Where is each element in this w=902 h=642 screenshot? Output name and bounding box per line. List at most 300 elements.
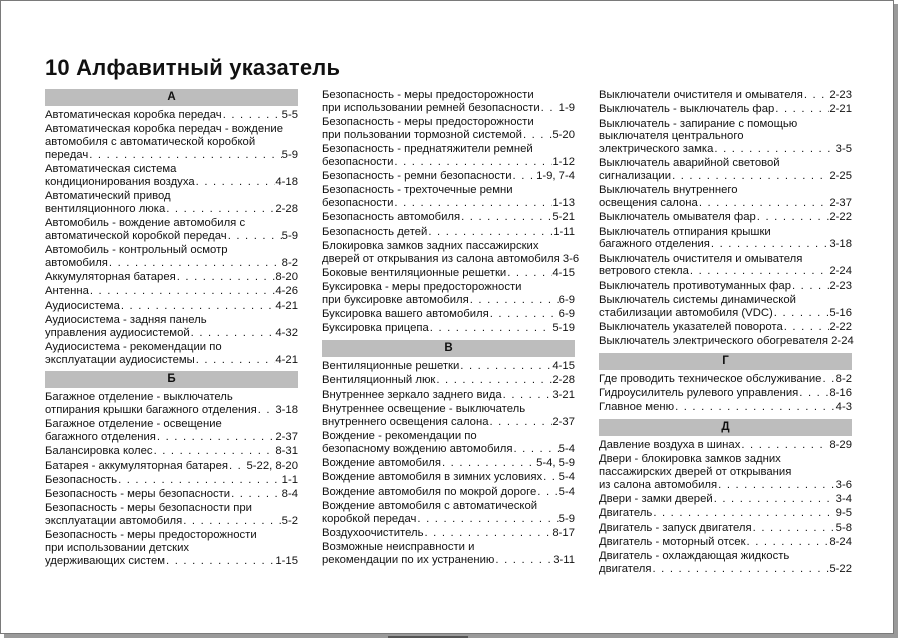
entry-text-line: Аудиосистема - рекомендации по: [45, 340, 222, 353]
entry-last-line: [322, 389, 575, 402]
page-reference: 4-15: [552, 266, 575, 279]
dot-leader: [459, 360, 552, 373]
index-entry: [599, 103, 852, 116]
page-reference: 2-23: [829, 279, 852, 292]
page-reference: 2-23: [829, 89, 852, 101]
dot-leader: [393, 156, 552, 169]
entry-text-line: Давление воздуха в шинах: [599, 439, 741, 452]
index-entry: [599, 550, 852, 575]
entry-text-line: автомобиля с автоматической коробкой: [45, 136, 256, 148]
entry-text-line: Выключатели очистителя и омывателя: [599, 89, 803, 101]
index-entry: [322, 89, 575, 114]
index-entry: [322, 360, 575, 373]
index-entry: [322, 500, 575, 525]
index-entry: [322, 486, 575, 499]
entry-last-line: [45, 271, 298, 284]
entry-text-line: Автомобиль - контрольный осмотр: [45, 244, 228, 256]
entry-text-line: багажного отделения: [45, 431, 156, 443]
index-entry: [45, 445, 298, 458]
page-reference: 4-26: [275, 285, 298, 298]
entry-text-line: при использовании ремней безопасности: [322, 101, 540, 114]
entry-text-line: Безопасность - трехточечные ремни: [322, 184, 513, 197]
page-reference: 8-20: [275, 271, 298, 283]
index-entry: [322, 116, 575, 141]
page-reference: 4-21: [275, 299, 298, 312]
entry-text-line: Багажное отделение - выключатель: [45, 391, 233, 404]
dot-leader: [89, 285, 276, 298]
index-entry: [322, 239, 580, 265]
entry-text-line: Выключатель противотуманных фар: [599, 279, 791, 292]
page-reference: 5-9: [281, 229, 298, 242]
index-entry: [322, 471, 575, 484]
index-entry: [599, 439, 852, 452]
dot-leader: [165, 203, 275, 216]
page-reference: 2-21: [829, 103, 852, 116]
page-reference: 1-1: [281, 473, 298, 486]
page-reference: 5-19: [552, 322, 575, 335]
index-entry: [599, 536, 852, 549]
dot-leader: [756, 211, 830, 224]
index-entry: [45, 244, 298, 269]
entry-text-line: Двигатель: [599, 507, 653, 520]
dot-leader: [88, 149, 281, 162]
dot-leader: [227, 230, 282, 243]
page-reference: 5-22, 8-20: [246, 459, 298, 472]
index-entry: [45, 285, 298, 298]
dot-leader: [710, 238, 829, 251]
page-reference: 5-4: [558, 471, 575, 484]
dot-leader: [153, 445, 276, 458]
entry-text-line: Выключатель системы динамической: [599, 293, 796, 306]
page-reference: 1-13: [552, 197, 575, 209]
dot-leader: [513, 443, 559, 456]
entry-last-line: [599, 265, 852, 278]
entry-last-line: [322, 443, 575, 456]
index-entry: [45, 314, 298, 339]
index-entry: [45, 474, 298, 487]
entry-text-line: Автоматическая коробка передач: [45, 109, 222, 121]
entry-last-line: [599, 522, 852, 535]
entry-text-line: управления аудиосистемой: [45, 326, 190, 339]
entry-last-line: [322, 322, 575, 335]
entry-text-line: Выключатель - выключатель фар: [599, 103, 775, 116]
entry-text-line: безопасности: [322, 155, 394, 168]
dot-leader: [435, 374, 552, 387]
entry-last-line: [599, 373, 852, 386]
entry-last-line: [599, 197, 852, 210]
entry-text-line: из салона автомобиля: [599, 478, 718, 491]
page-reference: 4-18: [275, 175, 298, 188]
dot-leader: [393, 197, 552, 210]
entry-last-line: [599, 536, 852, 549]
page-reference: 8-29: [829, 439, 852, 452]
entry-text-line: Вождение автомобиля с автоматической: [322, 499, 538, 512]
entry-last-line: [45, 230, 298, 243]
entry-text-line: при использовании детских: [45, 542, 190, 555]
entry-last-line: [599, 170, 852, 183]
dot-leader: [651, 563, 829, 576]
entry-text-line: отпирания крышки багажного отделения: [45, 404, 257, 416]
entry-last-line: [45, 354, 298, 367]
dot-leader: [746, 536, 830, 549]
entry-last-line: [599, 307, 852, 320]
entry-last-line: [599, 103, 852, 116]
entry-text-line: Двигатель - охлаждающая жидкость: [599, 550, 790, 563]
entry-last-line: [322, 226, 575, 239]
dot-leader: [488, 416, 552, 429]
entry-text-line: Аудиосистема - задняя панель: [45, 313, 207, 326]
dot-leader: [195, 354, 276, 367]
index-entry: [322, 430, 575, 455]
index-entry: [599, 294, 852, 319]
entry-text-line: кондиционирования воздуха: [45, 175, 195, 188]
entry-text-line: Безопасность - меры предосторожности: [322, 89, 534, 101]
dot-leader: [190, 327, 276, 340]
index-entry: [45, 163, 298, 188]
entry-text-line: Выключатель отпирания крышки: [599, 225, 771, 238]
entry-text-line: Буксировка вашего автомобиля: [322, 308, 489, 321]
dot-leader: [228, 460, 247, 473]
dot-leader: [427, 226, 553, 239]
entry-text-line: Вождение автомобиля в зимних условиях: [322, 471, 543, 484]
entry-text-line: стабилизации автомобиля (VDC): [599, 306, 773, 319]
entry-last-line: [45, 327, 298, 340]
index-entry: [322, 170, 575, 183]
page-title: 10 Алфавитный указатель: [45, 55, 341, 80]
index-entry: [599, 335, 852, 348]
page-reference: 5-21: [552, 211, 575, 224]
dot-leader: [423, 527, 552, 540]
entry-text-line: Багажное отделение - освещение: [45, 418, 222, 431]
page-reference: 5-22: [829, 563, 852, 576]
entry-text-line: Двигатель - запуск двигателя: [599, 521, 752, 534]
entry-text-line: автоматической коробкой передач: [45, 229, 227, 242]
dot-leader: [740, 439, 829, 452]
dot-leader: [512, 170, 537, 183]
entry-last-line: [322, 457, 575, 470]
index-entry: [45, 109, 298, 122]
index-entry: [45, 418, 298, 443]
entry-last-line: [45, 555, 298, 568]
entry-text-line: Внутреннее зеркало заднего вида: [322, 388, 502, 401]
page-reference: 4-15: [552, 360, 575, 373]
dot-leader: [752, 522, 836, 535]
page-reference: 6-9: [558, 308, 575, 321]
page-reference: 1-9: [558, 101, 575, 114]
index-entry: [599, 387, 852, 400]
dot-leader: [469, 294, 559, 307]
page-reference: 2-25: [829, 170, 852, 182]
entry-last-line: [45, 109, 298, 122]
page-reference: 9-5: [835, 507, 852, 520]
entry-last-line: [322, 360, 575, 373]
entry-last-line: [322, 211, 575, 224]
page-reference: 5-2: [281, 515, 298, 528]
index-entry: [322, 184, 575, 209]
page-reference: 5-9: [281, 148, 298, 161]
index-entry: [599, 373, 852, 386]
index-entry: [322, 457, 575, 470]
entry-text-line: Безопасность автомобиля: [322, 211, 461, 224]
index-entry: [45, 123, 298, 161]
page-reference: 2-37: [275, 431, 298, 443]
entry-text-line: Безопасность - ремни безопасности: [322, 170, 512, 182]
entry-last-line: [599, 211, 852, 224]
dot-leader: [540, 102, 559, 115]
entry-text-line: Безопасность - меры безопасности: [45, 488, 231, 501]
index-entry: [599, 253, 852, 278]
entry-text-line: Вождение автомобиля: [322, 457, 441, 470]
index-entry: [45, 217, 298, 242]
entry-last-line: [45, 488, 298, 501]
index-entry: [45, 488, 298, 501]
entry-text-line: Воздухоочиститель: [322, 526, 424, 539]
dot-leader: [506, 267, 552, 280]
entry-text-line: безопасности: [322, 197, 394, 209]
index-entry: [45, 300, 298, 313]
entry-text-line: Выключатель указателей поворота: [599, 320, 783, 333]
page-reference: 8-2: [281, 256, 298, 269]
entry-last-line: [322, 486, 575, 499]
letter-header: А: [45, 89, 298, 106]
page-reference: 5-16: [829, 306, 852, 319]
entry-text-line: Вентиляционные решетки: [322, 360, 460, 373]
entry-text-line: выключателя центрального: [599, 130, 744, 143]
entry-last-line: [45, 515, 298, 528]
entry-text-line: Антенна: [45, 285, 89, 298]
page-reference: 8-17: [552, 526, 575, 539]
entry-text-line: Батарея - аккумуляторная батарея: [45, 459, 228, 472]
entry-text-line: Где проводить техническое обслуживание: [599, 372, 822, 385]
page-reference: 2-37: [552, 415, 575, 428]
entry-last-line: [599, 143, 852, 156]
letter-header: Б: [45, 371, 298, 388]
dot-leader: [671, 170, 829, 183]
dot-leader: [416, 513, 558, 526]
page-reference: 3-5: [835, 143, 852, 155]
entry-text-line: внутреннего освещения салона: [322, 415, 489, 428]
page-reference: 3-11: [553, 553, 575, 566]
index-entry: [322, 403, 575, 428]
index-entry: [599, 226, 852, 251]
page-reference: 3-4: [835, 493, 852, 506]
index-column-1: [45, 89, 298, 569]
page-reference: 5-20: [552, 128, 575, 141]
entry-last-line: [45, 460, 298, 473]
page-reference: 8-31: [275, 445, 298, 458]
entry-last-line: [45, 257, 298, 270]
index-entry: [599, 211, 852, 224]
entry-last-line: [45, 285, 298, 298]
dot-leader: [652, 507, 835, 520]
index-entry: [322, 308, 575, 321]
index-entry: [599, 507, 852, 520]
dot-leader: [783, 321, 830, 334]
entry-last-line: [322, 527, 575, 540]
index-entry: [322, 211, 575, 224]
entry-text-line: Выключатель - запирание с помощью: [599, 117, 798, 130]
page-reference: 5-4, 5-9: [536, 457, 575, 470]
entry-last-line: [322, 554, 575, 567]
dot-leader: [713, 143, 835, 156]
dot-leader: [120, 300, 276, 313]
entry-text-line: Выключатель аварийной световой: [599, 157, 780, 170]
dot-leader: [698, 197, 830, 210]
entry-text-line: Внутреннее освещение - выключатель: [322, 403, 526, 416]
entry-last-line: [322, 416, 575, 429]
page-reference: 2-22: [829, 320, 852, 333]
entry-text-line: Безопасность - преднатяжители ремней: [322, 143, 533, 155]
dot-leader: [791, 280, 829, 293]
entry-last-line: [322, 170, 575, 183]
entry-last-line: [599, 335, 852, 348]
entry-last-line: [322, 513, 575, 526]
index-column-3: [599, 89, 852, 577]
entry-text-line: Выключатель электрического обогревателя 2-24: [599, 335, 854, 348]
dot-leader: [713, 493, 836, 506]
entry-last-line: [322, 471, 575, 484]
entry-last-line: [322, 252, 580, 266]
entry-text-line: удерживающих систем: [45, 554, 166, 567]
index-entry: [599, 493, 852, 506]
entry-last-line: [322, 129, 575, 142]
entry-text-line: автомобиля: [45, 256, 108, 269]
entry-last-line: [599, 439, 852, 452]
entry-last-line: [45, 203, 298, 216]
entry-text-line: Безопасность - меры предосторожности: [322, 116, 534, 128]
page-reference: 5-4: [558, 485, 575, 498]
page-reference: 5-5: [281, 109, 298, 121]
dot-leader: [489, 308, 559, 321]
page-reference: 2-28: [552, 374, 575, 387]
page-reference: 4-3: [835, 401, 852, 414]
page-edge-mark: [388, 636, 468, 638]
page-reference: 1-15: [275, 554, 298, 567]
index-entry: [599, 157, 852, 182]
entry-text-line: багажного отделения: [599, 238, 710, 251]
entry-text-line: безопасному вождению автомобиля: [322, 442, 513, 455]
dot-leader: [222, 109, 282, 122]
letter-header: Д: [599, 419, 852, 436]
page-reference: 8-2: [835, 372, 852, 385]
entry-last-line: [599, 387, 852, 400]
page-reference: 4-21: [275, 353, 298, 366]
entry-last-line: [322, 374, 575, 387]
entry-text-line: Блокировка замков задних пассажирских: [322, 239, 539, 252]
entry-text-line: Автоматический привод: [45, 190, 171, 202]
page-reference: 2-24: [829, 265, 852, 278]
index-entry: [45, 529, 298, 567]
entry-text-line: пассажирских дверей от открывания: [599, 466, 792, 479]
entry-last-line: [599, 493, 852, 506]
index-entry: [599, 321, 852, 334]
index-entry: [599, 453, 852, 491]
index-column-2: [322, 89, 580, 568]
dot-leader: [674, 401, 836, 414]
index-entry: [322, 527, 575, 540]
entry-last-line: [45, 404, 298, 417]
entry-last-line: [322, 308, 575, 321]
entry-text-line: двигателя: [599, 563, 652, 576]
entry-text-line: при буксировке автомобиля: [322, 293, 469, 306]
page-reference: 5-9: [558, 512, 575, 525]
page-reference: 5-4: [558, 442, 575, 455]
index-entry: [322, 374, 575, 387]
entry-text-line: Аудиосистема: [45, 299, 120, 312]
page-reference: 3-18: [275, 404, 298, 416]
page-reference: 1-11: [553, 225, 575, 238]
index-entry: [322, 143, 575, 168]
entry-text-line: Безопасность детей: [322, 225, 428, 238]
entry-last-line: [599, 479, 852, 492]
entry-text-line: Автомобиль - вождение автомобиля с: [45, 217, 246, 229]
dot-leader: [230, 488, 282, 501]
dot-leader: [821, 373, 835, 386]
entry-text-line: Возможные неисправности и: [322, 541, 475, 554]
page-reference: 3-21: [552, 388, 575, 401]
letter-header: Г: [599, 353, 852, 370]
entry-text-line: Безопасность - меры предосторожности: [45, 529, 257, 542]
entry-text-line: рекомендации по их устранению: [322, 553, 495, 566]
page-reference: 4-32: [275, 326, 298, 339]
entry-last-line: [45, 474, 298, 487]
dot-leader: [494, 554, 553, 567]
entry-last-line: [322, 294, 575, 307]
index-entry: [599, 118, 852, 156]
dot-leader: [460, 211, 552, 224]
index-entry: [322, 322, 575, 335]
dot-leader: [176, 271, 276, 284]
entry-text-line: Главное меню: [599, 401, 675, 414]
entry-last-line: [599, 507, 852, 520]
entry-text-line: Балансировка колес: [45, 445, 153, 458]
page-reference: 6-9: [558, 293, 575, 306]
dot-leader: [108, 257, 282, 270]
entry-text-line: Двери - блокировка замков задних: [599, 453, 781, 466]
entry-text-line: Автоматическая коробка передач - вождение: [45, 123, 284, 136]
entry-text-line: Буксировка прицепа: [322, 322, 429, 335]
entry-last-line: [322, 102, 575, 115]
entry-text-line: вентиляционного люка: [45, 202, 166, 215]
page-reference: 1-9, 7-4: [536, 170, 575, 182]
index-entry: [45, 391, 298, 416]
entry-text-line: Буксировка - меры предосторожности: [322, 281, 522, 294]
dot-leader: [429, 322, 553, 335]
index-entry: [322, 389, 575, 402]
page-reference: 8-24: [829, 536, 852, 549]
dot-leader: [536, 486, 558, 499]
dot-leader: [156, 431, 275, 444]
dot-leader: [803, 89, 830, 102]
entry-text-line: электрического замка: [599, 143, 714, 155]
entry-text-line: дверей от открывания из салона автомобиля 3-6: [322, 252, 580, 265]
entry-text-line: эксплуатации автомобиля: [45, 515, 183, 528]
entry-last-line: [599, 321, 852, 334]
entry-text-line: Аккумуляторная батарея: [45, 271, 176, 283]
entry-text-line: Вождение - рекомендации по: [322, 430, 477, 443]
entry-text-line: Безопасность: [45, 473, 118, 486]
entry-text-line: Гидроусилитель рулевого управления: [599, 387, 799, 400]
entry-last-line: [322, 267, 575, 280]
index-entry: [322, 281, 575, 306]
index-entry: [45, 460, 298, 473]
entry-last-line: [599, 563, 852, 576]
page-reference: 3-18: [829, 238, 852, 251]
entry-text-line: Выключатель омывателя фар: [599, 211, 756, 224]
index-entry: [45, 341, 298, 366]
entry-last-line: [45, 149, 298, 162]
letter-header: В: [322, 340, 575, 357]
